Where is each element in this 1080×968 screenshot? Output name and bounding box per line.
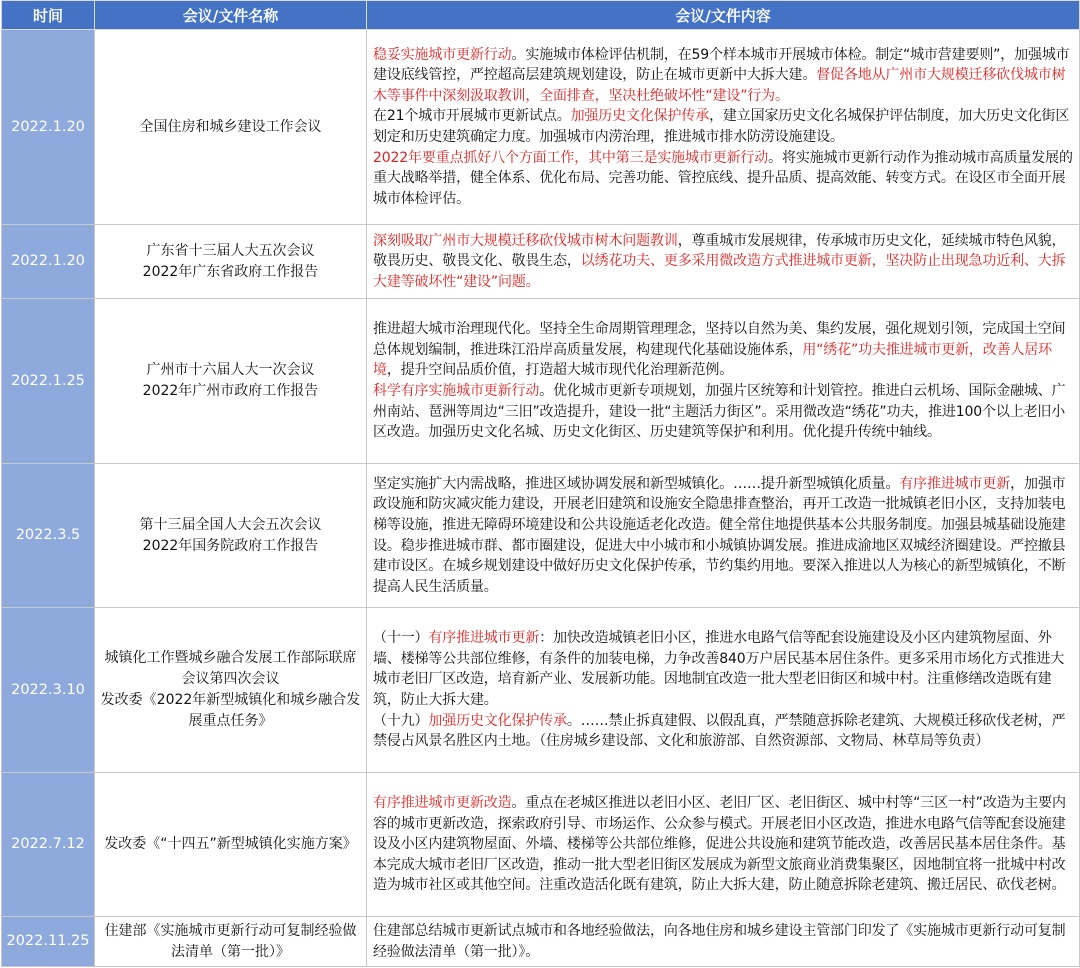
row-content bbox=[367, 917, 1080, 967]
row-date: 2022.3.5 bbox=[2, 464, 95, 608]
row-content bbox=[367, 464, 1080, 608]
content-paragraph bbox=[373, 148, 1073, 210]
highlighted-text: 有序推进城市更新改造 bbox=[373, 795, 512, 812]
row-content bbox=[367, 30, 1080, 225]
name-line: 2022年国务院政府工作报告 bbox=[142, 537, 319, 554]
table-row bbox=[2, 464, 1080, 608]
row-name bbox=[95, 299, 367, 464]
content-paragraph bbox=[373, 106, 1073, 147]
content-paragraph bbox=[373, 628, 1073, 710]
body-text: ，提升空间品质价值，打造超大城市现代化治理新范例。 bbox=[386, 362, 734, 379]
body-text: 在21个城市开展城市更新试点。 bbox=[373, 108, 571, 125]
highlighted-text: 用“绣花”功夫推进城市更新，改善人居环境 bbox=[373, 341, 1053, 379]
body-text: 。……禁止拆真建假、以假乱真，严禁随意拆除老建筑、大规模迁移砍伐老树，严禁侵占风景名胜区内土地。（住房城乡建设部、文化和旅游部、自然资源部、文物局、林草局等负责） bbox=[373, 712, 1066, 750]
name-line: 住建部《实施城市更新行动可复制经验做法清单（第一批）》 bbox=[104, 922, 357, 960]
body-text: 。将实施城市更新行动作为推动城市高质量发展的重大战略举措，健全体系、优化布局、完善功能、管控底线、提升品质、提高效能、转变方式。在设区市全面开展城市体检评估。 bbox=[373, 149, 1073, 207]
header-date: 时间 bbox=[2, 1, 95, 30]
header-content: 会议/文件内容 bbox=[367, 1, 1080, 30]
name-line: 广东省十三届人大五次会议 bbox=[146, 242, 315, 259]
row-name bbox=[95, 608, 367, 773]
row-date: 2022.7.12 bbox=[2, 773, 95, 917]
highlighted-text: 稳妥实施城市更新行动 bbox=[373, 46, 512, 63]
row-content bbox=[367, 299, 1080, 464]
table-row bbox=[2, 917, 1080, 967]
content-paragraph bbox=[373, 319, 1073, 381]
name-line: 城镇化工作暨城乡融合发展工作部际联席会议第四次会议 bbox=[104, 650, 357, 687]
table-row bbox=[2, 608, 1080, 773]
name-line: 发改委《2022年新型城镇化和城乡融合发展重点任务》 bbox=[100, 692, 361, 729]
table-row bbox=[2, 225, 1080, 299]
content-paragraph bbox=[373, 474, 1073, 598]
row-content bbox=[367, 608, 1080, 773]
highlighted-text: 科学有序实施城市更新行动 bbox=[373, 383, 540, 399]
body-text: 。重点在老城区推进以老旧小区、老旧厂区、老旧街区、城中村等“三区一村”改造为主要内容的城市更新改造，探索政府引导、市场运作、公众参与模式。开展老旧小区改造，推进水电路气信等配套设施建设及小区内建筑物屋面、外墙、楼梯等公共部位维修，促进公共设施和建筑节能改造，改善居民基本居住条件。基本完成大城市老旧厂区改造，推动一批大型老旧街区发展成为新型文旅商业消费集聚区，因地制宜将一批城中村改造为城市社区或其他空间。注重改造活化既有建筑，防止大拆大建，防止随意拆除老建筑、搬迁居民、砍伐老树。 bbox=[373, 795, 1066, 894]
highlighted-text: 2022年要重点抓好八个方面工作，其中第三是实施城市更新行动 bbox=[373, 149, 769, 166]
highlighted-text: 有序推进城市更新 bbox=[899, 475, 1011, 492]
name-line: 广州市十六届人大一次会议 bbox=[146, 362, 315, 378]
table-row bbox=[2, 773, 1080, 917]
table-row bbox=[2, 30, 1080, 225]
body-text: （十一） bbox=[373, 630, 429, 647]
row-name bbox=[95, 773, 367, 917]
row-date: 2022.1.25 bbox=[2, 299, 95, 464]
row-date: 2022.1.20 bbox=[2, 225, 95, 299]
content-paragraph bbox=[373, 381, 1073, 443]
row-date: 2022.11.25 bbox=[2, 917, 95, 967]
body-text: ，尊重城市发展规律，传承城市历史文化，延续城市特色风貌，敬畏历史、敬畏文化、敬畏生态， bbox=[373, 232, 1066, 270]
row-name bbox=[95, 464, 367, 608]
row-date: 2022.1.20 bbox=[2, 30, 95, 225]
row-name bbox=[95, 917, 367, 967]
row-name bbox=[95, 30, 367, 225]
highlighted-text: 督促各地从广州市大规模迁移砍伐城市树木等事件中深刻汲取教训，全面排查，坚决杜绝破坏性“建设”行为。 bbox=[373, 67, 1066, 104]
body-text: ，建立国家历史文化名城保护评估制度，加大历史文化街区划定和历史建筑确定力度。加强城市内涝治理，推进城市排水防涝设施建设。 bbox=[373, 108, 1070, 145]
body-text: （十九） bbox=[373, 712, 429, 729]
table-body bbox=[2, 30, 1080, 967]
name-line: 第十三届全国人大会五次会议 bbox=[139, 516, 322, 533]
body-text: 住建部总结城市更新试点城市和各地经验做法，向各地住房和城乡建设主管部门印发了《实施城市更新行动可复制经验做法清单（第一批）》。 bbox=[373, 922, 1066, 960]
row-name bbox=[95, 225, 367, 299]
content-paragraph bbox=[373, 45, 1073, 107]
name-line: 2022年广州市政府工作报告 bbox=[142, 383, 319, 399]
content-paragraph bbox=[373, 921, 1073, 962]
policy-table bbox=[1, 0, 1080, 967]
name-line: 发改委《“十四五”新型城镇化实施方案》 bbox=[104, 836, 357, 852]
highlighted-text: 以绣花功夫、更多采用微改造方式推进城市更新，坚决防止出现急功近利、大拆大建等破坏性“建设”问题。 bbox=[373, 253, 1066, 290]
content-paragraph bbox=[373, 711, 1073, 752]
highlighted-text: 加强历史文化保护传承 bbox=[428, 712, 567, 729]
highlighted-text: 有序推进城市更新 bbox=[428, 630, 540, 647]
content-paragraph bbox=[373, 793, 1073, 896]
body-text: 坚定实施扩大内需战略，推进区域协调发展和新型城镇化。……提升新型城镇化质量。 bbox=[373, 475, 900, 492]
row-content bbox=[367, 773, 1080, 917]
body-text: ，加强市政设施和防灾减灾能力建设，开展老旧建筑和设施安全隐患排查整治，再开工改造一批城镇老旧小区，支持加装电梯等设施，推进无障碍环境建设和公共设施适老化改造。健全常住地提供基本公共服务制度。加强县城基础设施建设。稳步推进城市群、都市圈建设，促进大中小城市和小城镇协调发展。推进成渝地区双城经济圈建设。严控撤县建市设区。在城乡规划建设中做好历史文化保护传承，节约集约用地。要深入推进以人为核心的新型城镇化，不断提高人民生活质量。 bbox=[373, 475, 1066, 595]
table-header-row bbox=[2, 1, 1080, 30]
row-date: 2022.3.10 bbox=[2, 608, 95, 773]
row-content bbox=[367, 225, 1080, 299]
table-row bbox=[2, 299, 1080, 464]
name-line: 2022年广东省政府工作报告 bbox=[142, 263, 319, 280]
highlighted-text: 深刻吸取广州市大规模迁移砍伐城市树木问题教训 bbox=[373, 232, 678, 249]
body-text: 。实施城市体检评估机制，在59个样本城市开展城市体检。制定“城市营建要则”，加强城市建设底线管控，严控超高层建筑规划建设，防止在城市更新中大拆大建。 bbox=[373, 46, 1070, 84]
content-paragraph bbox=[373, 231, 1073, 293]
body-text: ：加快改造城镇老旧小区，推进水电路气信等配套设施建设及小区内建筑物屋面、外墙、楼梯等公共部位维修，有条件的加装电梯，力争改善840万户居民基本居住条件。更多采用市场化方式推进大城市老旧厂区改造，培育新产业、发展新功能。因地制宜改造一批大型老旧街区和城中村。注重修缮改造既有建筑，防止大拆大建。 bbox=[373, 630, 1065, 708]
body-text: 。优化城市更新专项规划，加强片区统筹和计划管控。推进白云机场、国际金融城、广州南站、琶洲等周边“三旧”改造提升，建设一批“主题活力街区”。采用微改造“绣花”功夫，推进100个以上老旧小区改造。加强历史文化名城、历史文化街区、历史建筑等保护和利用。优化提升传统中轴线。 bbox=[373, 383, 1066, 441]
header-name: 会议/文件名称 bbox=[95, 1, 367, 30]
body-text: 推进超大城市治理现代化。坚持全生命周期管理理念，坚持以自然为美、集约发展，强化规划引领，完成国土空间总体规划编制，推进珠江沿岸高质量发展，构建现代化基础设施体系， bbox=[373, 321, 1066, 358]
name-line: 全国住房和城乡建设工作会议 bbox=[139, 118, 322, 135]
highlighted-text: 加强历史文化保护传承 bbox=[570, 108, 710, 125]
